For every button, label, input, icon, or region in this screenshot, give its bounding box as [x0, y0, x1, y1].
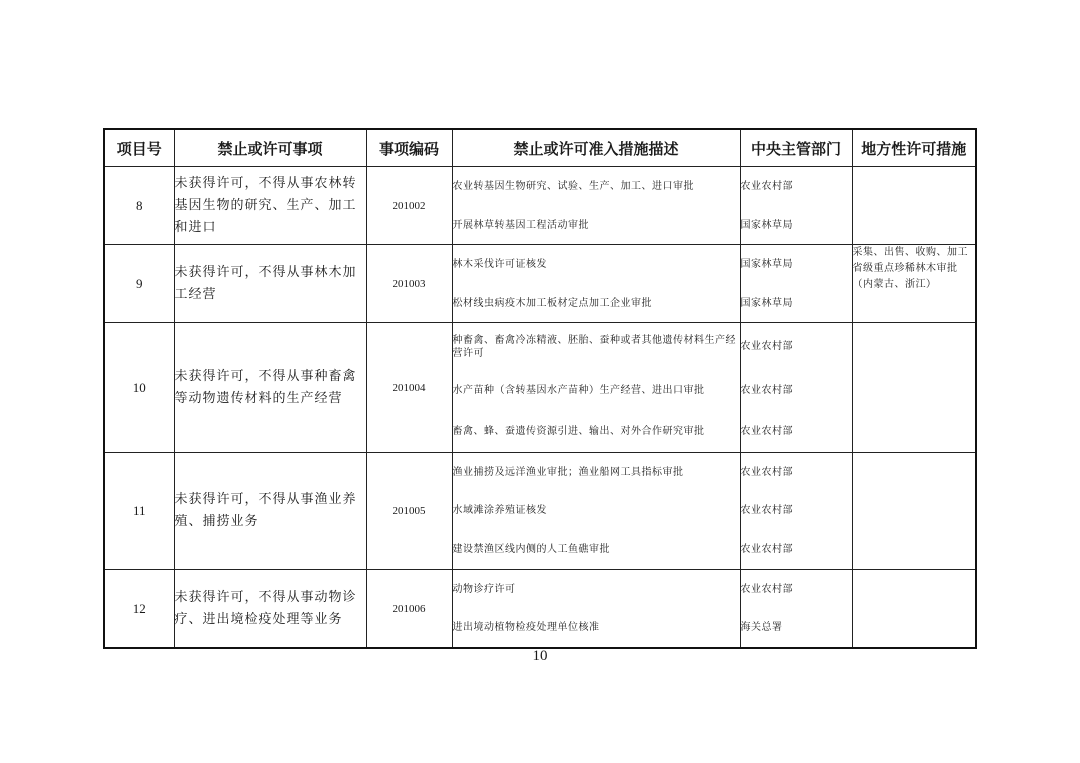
row-depts [740, 245, 852, 323]
row-item: 未获得许可，不得从事农林转基因生物的研究、生产、加工和进口 [174, 167, 366, 245]
header-code: 事项编码 [366, 129, 452, 167]
page-number: 10 [532, 648, 548, 664]
row-item: 未获得许可，不得从事林木加工经营 [174, 245, 366, 323]
dept-line: 农业农村部 [740, 583, 793, 595]
row-measures [452, 245, 740, 323]
header-measures: 禁止或许可准入措施描述 [452, 129, 740, 167]
row-code: 201002 [366, 167, 452, 245]
table-row [104, 167, 976, 245]
header-project-no: 项目号 [104, 129, 174, 167]
row-number: 8 [104, 167, 174, 245]
measure-line: 进出境动植物检疫处理单位核准 [452, 622, 600, 633]
table-header-row [104, 129, 976, 167]
row-measures [452, 167, 740, 245]
row-local [852, 453, 976, 570]
dept-line: 农业农村部 [740, 384, 793, 396]
row-local [852, 167, 976, 245]
dept-line: 农业农村部 [740, 425, 793, 437]
row-depts [740, 167, 852, 245]
measure-line: 水产苗种（含转基因水产苗种）生产经营、进出口审批 [452, 384, 705, 396]
measure-line: 畜禽、蜂、蚕遗传资源引进、输出、对外合作研究审批 [452, 425, 705, 437]
table-row [104, 245, 976, 323]
row-number: 12 [104, 570, 174, 649]
dept-line: 农业农村部 [740, 466, 793, 478]
measure-line: 农业转基因生物研究、试验、生产、加工、进口审批 [452, 181, 694, 192]
row-code: 201005 [366, 453, 452, 570]
row-item: 未获得许可，不得从事动物诊疗、进出境检疫处理等业务 [174, 570, 366, 649]
measure-line: 动物诊疗许可 [452, 583, 516, 595]
permit-table [103, 128, 977, 649]
table-row [104, 570, 976, 649]
row-item: 未获得许可，不得从事渔业养殖、捕捞业务 [174, 453, 366, 570]
row-measures [452, 323, 740, 453]
row-local [852, 323, 976, 453]
row-local [852, 570, 976, 649]
measure-line: 种畜禽、畜禽冷冻精液、胚胎、蚕种或者其他遗传材料生产经营许可 [452, 334, 736, 359]
header-item: 禁止或许可事项 [174, 129, 366, 167]
row-depts [740, 570, 852, 649]
measure-line: 林木采伐许可证核发 [452, 259, 547, 270]
row-local: 采集、出售、收购、加工省级重点珍稀林木审批（内蒙古、浙江） [852, 245, 976, 323]
dept-line: 国家林草局 [740, 297, 793, 309]
row-measures [452, 570, 740, 649]
row-code: 201004 [366, 323, 452, 453]
dept-line: 农业农村部 [740, 505, 793, 516]
row-number: 9 [104, 245, 174, 323]
row-item: 未获得许可，不得从事种畜禽等动物遗传材料的生产经营 [174, 323, 366, 453]
row-depts [740, 453, 852, 570]
measure-line: 建设禁渔区线内侧的人工鱼礁审批 [452, 544, 610, 555]
dept-line: 农业农村部 [740, 544, 793, 555]
measure-line: 松材线虫病疫木加工板材定点加工企业审批 [452, 297, 652, 309]
measure-line: 开展林草转基因工程活动审批 [452, 219, 589, 231]
row-depts [740, 323, 852, 453]
dept-line: 农业农村部 [740, 341, 793, 352]
table-row [104, 323, 976, 453]
measure-line: 水域滩涂养殖证核发 [452, 505, 547, 516]
row-number: 11 [104, 453, 174, 570]
dept-line: 国家林草局 [740, 259, 793, 270]
dept-line: 农业农村部 [740, 181, 793, 192]
header-local: 地方性许可措施 [852, 129, 976, 167]
table-row [104, 453, 976, 570]
header-dept: 中央主管部门 [740, 129, 852, 167]
measure-line: 渔业捕捞及远洋渔业审批；渔业船网工具指标审批 [452, 466, 684, 478]
dept-line: 海关总署 [740, 622, 783, 633]
row-code: 201003 [366, 245, 452, 323]
row-measures [452, 453, 740, 570]
row-code: 201006 [366, 570, 452, 649]
row-number: 10 [104, 323, 174, 453]
dept-line: 国家林草局 [740, 219, 793, 231]
